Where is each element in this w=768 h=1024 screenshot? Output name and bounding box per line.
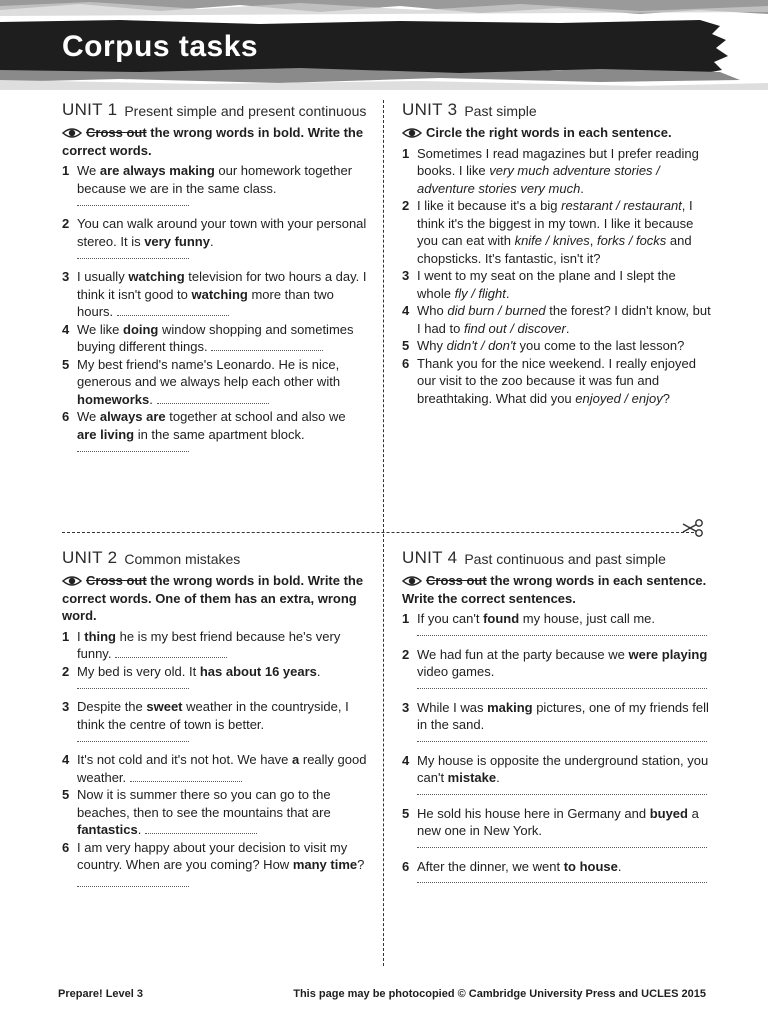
answer-line[interactable] [117, 305, 229, 316]
exercise-item: 6 Thank you for the nice weekend. I really enjoyed our visit to the zoo because it was fun and breathtaking. What did you enjoyed / enjoy? [402, 355, 696, 406]
exercise-item: 1 We are always making our homework together because we are in the same class. [62, 162, 368, 206]
unit-subtitle: Present simple and present continuous [124, 103, 367, 119]
exercise-item: 5 Why didn't / don't you come to the last lesson? [402, 338, 685, 353]
instruction: Circle the right words in each sentence. [402, 124, 712, 142]
unit-number: UNIT 2 [62, 548, 118, 567]
answer-line[interactable] [77, 680, 189, 689]
unit-number: UNIT 3 [402, 100, 458, 119]
eye-icon [402, 574, 422, 588]
answer-line[interactable] [417, 787, 707, 795]
eye-icon [402, 126, 422, 140]
exercise-item: 2 I like it because it's a big restarant / restaurant, I think it's the biggest in my town. I like it because you can eat with knife / knives, forks / focks and chopsticks. It's fantastic, isn't it? [402, 198, 694, 266]
exercise-item: 3 Despite the sweet weather in the countryside, I think the centre of town is better. [62, 698, 368, 742]
instruction: Cross out the wrong words in bold. Write the correct words. One of them has an extra, wrong word. [62, 573, 364, 623]
exercise-item: 1 Sometimes I read magazines but I prefer reading books. I like very much adventure stories / adventure stories very much. [402, 145, 699, 196]
answer-line[interactable] [77, 733, 189, 742]
exercise-item: 1 If you can't found my house, just call me. [402, 610, 712, 636]
answer-line[interactable] [115, 647, 227, 658]
answer-line[interactable] [77, 250, 189, 259]
word-choice[interactable]: very much adventure stories / adventure stories very much [417, 163, 660, 196]
word-choice[interactable]: find out / discover [463, 320, 566, 336]
unit-subtitle: Past simple [464, 103, 537, 119]
unit-subtitle: Past continuous and past simple [464, 551, 666, 567]
scissors-icon [681, 518, 707, 538]
answer-line[interactable] [417, 628, 707, 636]
unit-4-section [402, 548, 712, 893]
answer-line[interactable] [417, 734, 707, 742]
unit-number: UNIT 1 [62, 100, 118, 119]
page-title: Corpus tasks [62, 30, 259, 63]
exercise-item: 4 We like doing window shopping and sometimes buying different things. [62, 321, 354, 354]
word-choice[interactable]: knife / knives [514, 233, 590, 248]
instruction: Cross out the wrong words in each sentence. Write the correct sentences. [402, 573, 707, 606]
exercise-item: 3 I went to my seat on the plane and I slept the whole fly / flight. [402, 268, 676, 301]
word-choice[interactable]: forks / focks [596, 233, 667, 248]
eye-icon [62, 126, 82, 140]
exercise-item: 3 While I was making pictures, one of my friends fell in the sand. [402, 699, 712, 742]
exercise-item: 5 He sold his house here in Germany and buyed a new one in New York. [402, 805, 712, 848]
unit-number: UNIT 4 [402, 548, 458, 567]
word-choice[interactable]: enjoyed / enjoy [575, 390, 663, 406]
answer-line[interactable] [211, 340, 323, 351]
answer-line[interactable] [130, 771, 242, 782]
exercise-item: 6 I am very happy about your decision to visit my country. When are you coming? How many time? [62, 839, 368, 892]
exercise-item: 1 I thing he is my best friend because he's very funny. [62, 628, 341, 661]
exercise-item: 2 You can walk around your town with your personal stereo. It is very funny. [62, 215, 368, 259]
answer-line[interactable] [77, 876, 189, 887]
unit-1-section [62, 100, 368, 461]
exercise-item: 2 My bed is very old. It has about 16 years. [62, 663, 368, 690]
answer-line[interactable] [417, 681, 707, 689]
cut-line-horizontal [62, 532, 694, 533]
word-choice[interactable]: didn't / don't [446, 338, 516, 353]
exercise-item: 4 My house is opposite the underground station, you can't mistake. [402, 752, 712, 795]
exercise-item: 2 We had fun at the party because we were playing video games. [402, 646, 712, 689]
footer-level: Prepare! Level 3 [58, 988, 143, 1000]
unit-2-section [62, 548, 368, 891]
cut-line-vertical [383, 100, 384, 966]
instruction: Cross out the wrong words in bold. Write the correct words. [62, 125, 364, 158]
exercise-item: 6 We always are together at school and also we are living in the same apartment block. [62, 408, 368, 452]
exercise-item: 5 Now it is summer there so you can go to the beaches, then to see the mountains that are fantastics. [62, 787, 331, 837]
word-choice[interactable]: fly / flight [454, 285, 506, 301]
answer-line[interactable] [417, 875, 707, 883]
exercise-item: 3 I usually watching television for two hours a day. I think it isn't good to watching more than two hours. [62, 269, 367, 319]
answer-line[interactable] [145, 823, 257, 834]
footer-copyright: This page may be photocopied © Cambridge University Press and UCLES 2015 [293, 988, 706, 1000]
exercise-item: 5 My best friend's name's Leonardo. He is nice, generous and we always help each other with homeworks. [62, 356, 341, 407]
exercise-item: 4 Who did burn / burned the forest? I didn't know, but I had to find out / discover. [402, 303, 711, 336]
word-choice[interactable]: did burn / burned [447, 303, 546, 318]
exercise-item: 4 It's not cold and it's not hot. We have a really good weather. [62, 752, 367, 785]
word-choice[interactable]: restarant / restaurant [561, 198, 682, 213]
answer-line[interactable] [157, 393, 269, 404]
eye-icon [62, 574, 82, 588]
answer-line[interactable] [77, 443, 189, 452]
exercise-item: 6 After the dinner, we went to house. [402, 858, 712, 884]
answer-line[interactable] [417, 840, 707, 848]
unit-subtitle: Common mistakes [124, 551, 241, 567]
answer-line[interactable] [77, 197, 189, 206]
unit-3-section [402, 100, 712, 407]
